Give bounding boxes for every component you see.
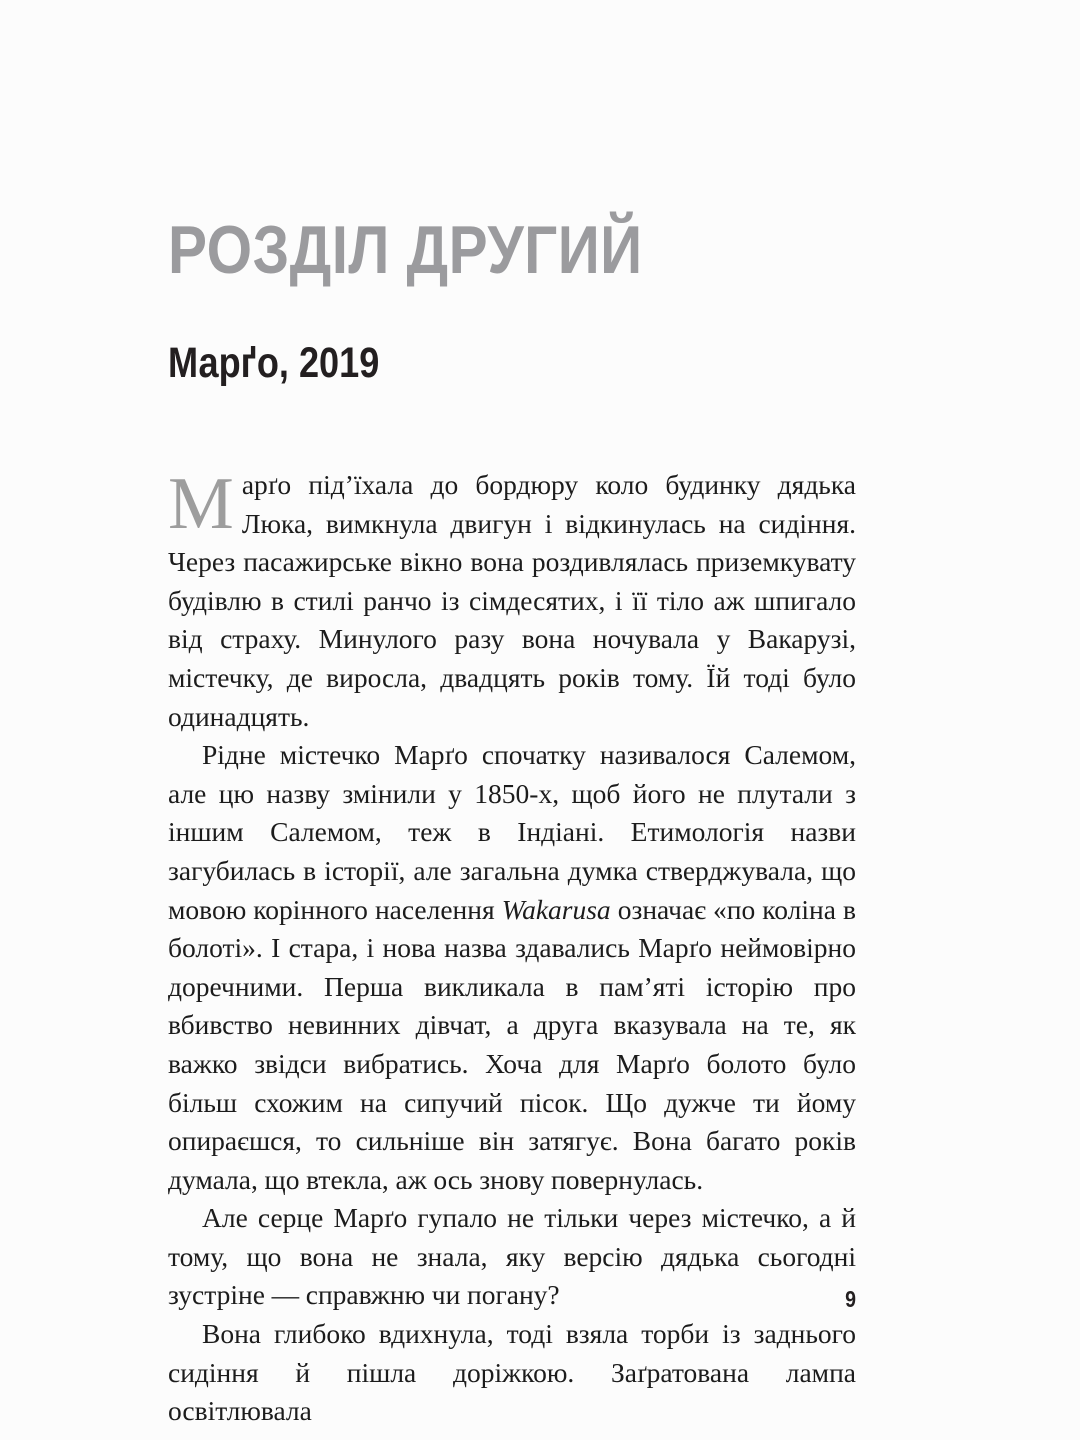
paragraph-2-text-before-italic: Рідне містечко Марґо спочатку називалося Салемом, але цю назву змінили у 1850-х, щоб його не плутали з іншим Салемом, теж в Індіані. Етимологія назви загубилась в історії, але загальна думка стверджувала, що мовою корінного населення [168, 739, 856, 925]
paragraph-4 [168, 1315, 856, 1431]
paragraph-2 [168, 736, 856, 1199]
page-number: 9 [845, 1286, 856, 1312]
paragraph-3-text: Але серце Марґо гупало не тільки через містечко, а й тому, що вона не знала, яку версію дядька сьогодні зустріне — справжню чи погану? [168, 1202, 856, 1311]
drop-cap: M [168, 463, 234, 545]
paragraph-2-text-after-italic: означає «по коліна в болоті». І стара, і нова назва здавались Марґо неймовірно доречними. Перша викликала в пам’яті історію про вбивство невинних дівчат, а друга вказувала на те, як важко звідси вибратись. Хоча для Марґо болото було більш схожим на сипучий пісок. Що дужче ти йому опираєшся, то сильніше він затягує. Вона багато років думала, що втекла, аж ось знову повернулась. [168, 893, 856, 1195]
chapter-subtitle: Марґо, 2019 [168, 339, 380, 387]
paragraph-1 [168, 463, 856, 736]
paragraph-4-text: Вона глибоко вдихнула, тоді взяла торби із заднього сидіння й пішла доріжкою. Заґратована лампа освітлювала [168, 1318, 856, 1427]
paragraph-1-text: арґо під’їхала до бордюру коло будинку дядька Люка, вимкнула двигун і відкинулась на сидіння. Через пасажирське вікно вона роздивлялась приземкувату будівлю в стилі ранчо із сімдесятих, і її тіло аж шпигало від страху. Минулого разу вона ночувала у Вакарузі, містечку, де виросла, двадцять років тому. Їй тоді було одинадцять. [168, 469, 856, 732]
chapter-title: РОЗДІЛ ДРУГИЙ [168, 212, 643, 288]
place-name-wakarusa: Wakarusa [501, 893, 611, 925]
